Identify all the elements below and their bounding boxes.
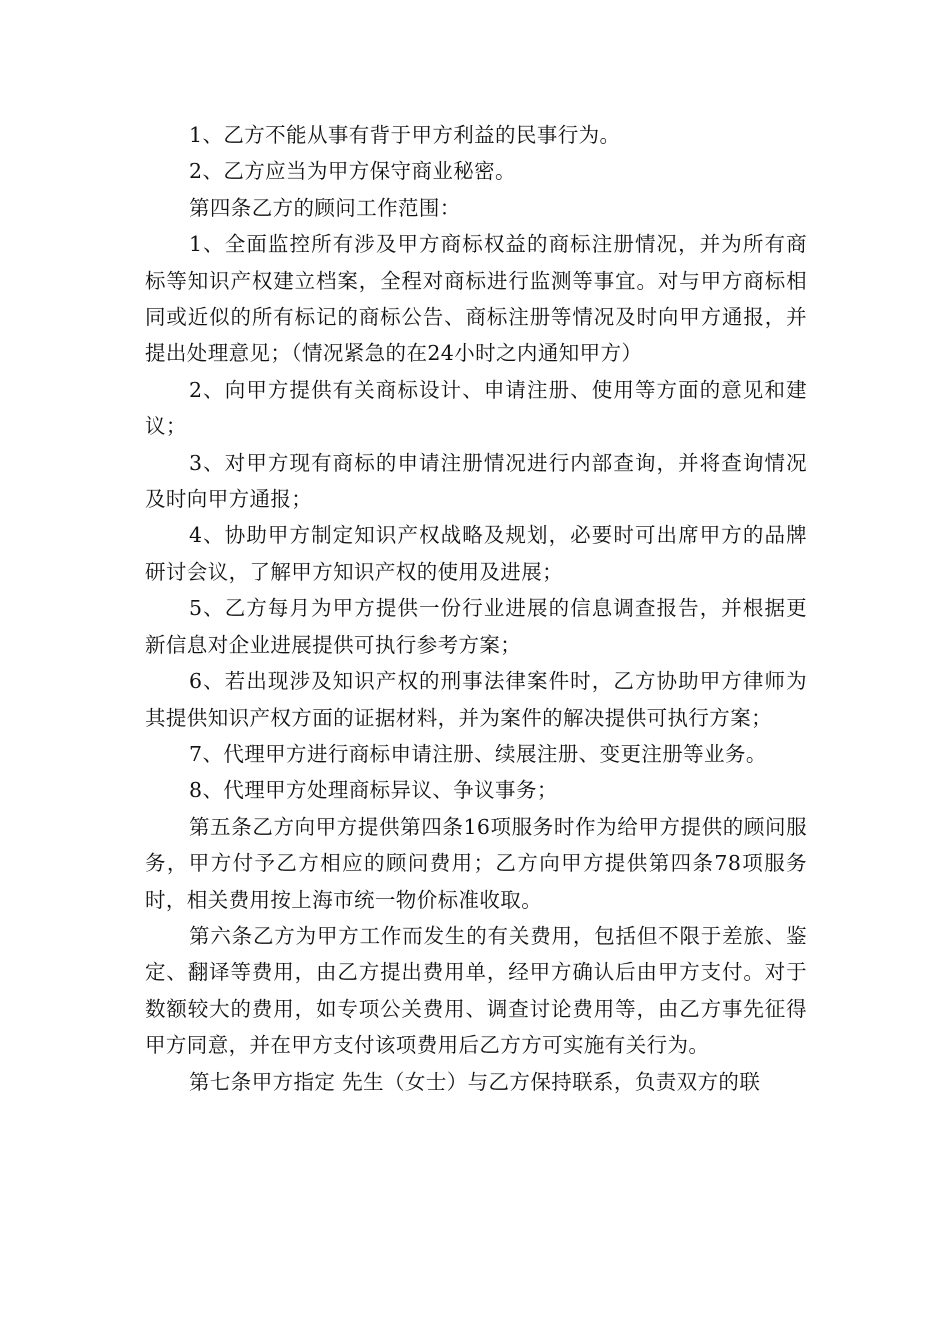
article-4-item-2: 2、向甲方提供有关商标设计、申请注册、使用等方面的意见和建议； [145, 377, 807, 439]
document-body [145, 117, 807, 1100]
article-4-item-3: 3、对甲方现有商标的申请注册情况进行内部查询，并将查询情况及时向甲方通报； [145, 450, 807, 512]
article-4-item-6: 6、若出现涉及知识产权的刑事法律案件时，乙方协助甲方律师为其提供知识产权方面的证据材料，并为案件的解决提供可执行方案； [145, 669, 807, 730]
clause-item-2: 2、乙方应当为甲方保守商业秘密。 [189, 159, 516, 184]
article-4-item-4: 4、协助甲方制定知识产权战略及规划，必要时可出席甲方的品牌研讨会议，了解甲方知识产权的使用及进展； [145, 523, 807, 584]
article-4-item-8: 8、代理甲方处理商标异议、争议事务； [189, 778, 558, 803]
article-7-paragraph: 第七条甲方指定 先生（女士）与乙方保持联系，负责双方的联 [189, 1069, 761, 1094]
clause-item-1: 1、乙方不能从事有背于甲方利益的民事行为。 [189, 123, 621, 147]
article-4-item-1: 1、全面监控所有涉及甲方商标权益的商标注册情况，并为所有商标等知识产权建立档案，全程对商标进行监测等事宜。对与甲方商标相同或近似的所有标记的商标公告、商标注册等情况及时向甲方通报，并提出处理意见；（情况紧急的在24小时之内通知甲方） [145, 232, 807, 366]
article-4-heading: 第四条乙方的顾问工作范围： [189, 195, 461, 220]
article-6-paragraph: 第六条乙方为甲方工作而发生的有关费用，包括但不限于差旅、鉴定、翻译等费用，由乙方提出费用单，经甲方确认后由甲方支付。对于数额较大的费用，如专项公关费用、调查讨论费用等，由乙方事先征得甲方同意，并在甲方支付该项费用后乙方方可实施有关行为。 [145, 923, 807, 1058]
article-5-paragraph: 第五条乙方向甲方提供第四条16项服务时作为给甲方提供的顾问服务，甲方付予乙方相应的顾问费用；乙方向甲方提供第四条78项服务时，相关费用按上海市统一物价标准收取。 [145, 814, 807, 912]
article-4-item-7: 7、代理甲方进行商标申请注册、续展注册、变更注册等业务。 [189, 741, 767, 766]
article-4-item-5: 5、乙方每月为甲方提供一份行业进展的信息调查报告，并根据更新信息对企业进展提供可执行参考方案； [145, 596, 807, 657]
